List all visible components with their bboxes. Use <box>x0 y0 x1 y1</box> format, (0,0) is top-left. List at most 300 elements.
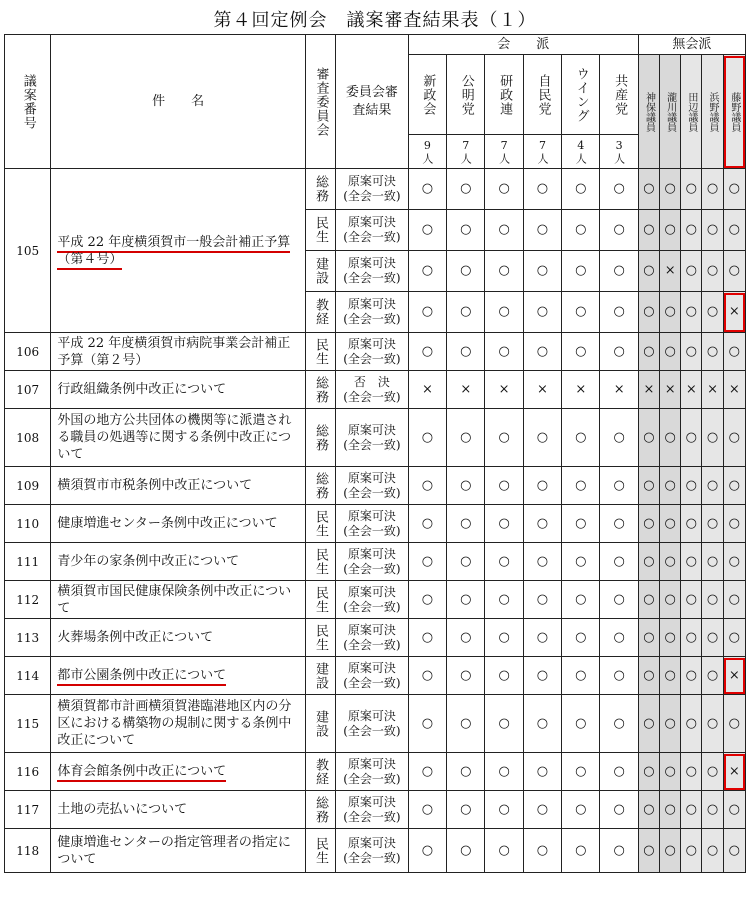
independent-vote: ○ <box>660 695 681 753</box>
bill-subject: 横須賀市市税条例中改正について <box>51 467 305 505</box>
party-vote: ○ <box>523 409 561 467</box>
header-result: 委員会審査結果 <box>336 35 409 169</box>
party-vote: ○ <box>562 829 600 873</box>
party-vote: ○ <box>600 292 638 333</box>
result-text: 否 決 <box>353 374 390 389</box>
independent-vote: ○ <box>723 829 745 873</box>
party-vote: ○ <box>447 169 485 210</box>
table-row <box>5 467 746 505</box>
result-note: (全会一致) <box>343 809 401 824</box>
header-kaiha: 会 派 <box>408 35 638 55</box>
header-committee: 審査委員会 <box>305 35 335 169</box>
party-vote: ○ <box>485 467 523 505</box>
independent-vote: ○ <box>660 292 681 333</box>
independent-name: 藤野議員 <box>723 55 745 169</box>
independent-vote: ○ <box>660 169 681 210</box>
independent-vote: × <box>660 251 681 292</box>
result-cell <box>336 695 409 753</box>
party-vote: ○ <box>408 505 446 543</box>
party-vote: ○ <box>485 333 523 371</box>
independent-vote: ○ <box>702 657 723 695</box>
result-text: 原案可決 <box>347 794 396 809</box>
independent-vote: ○ <box>638 467 659 505</box>
independent-vote: ○ <box>638 543 659 581</box>
result-text: 原案可決 <box>347 215 396 229</box>
independent-vote: ○ <box>660 791 681 829</box>
table-row <box>5 619 746 657</box>
result-text: 原案可決 <box>347 584 396 599</box>
bill-number: 105 <box>5 169 51 333</box>
result-cell <box>336 169 409 210</box>
independent-vote: ○ <box>702 409 723 467</box>
party-name: ウイング <box>562 55 600 135</box>
party-vote: ○ <box>523 467 561 505</box>
party-vote: ○ <box>447 292 485 333</box>
party-vote: ○ <box>408 791 446 829</box>
result-note: (全会一致) <box>343 351 401 366</box>
result-note: (全会一致) <box>343 485 401 500</box>
result-cell <box>336 467 409 505</box>
result-note: (全会一致) <box>343 271 401 285</box>
party-vote: ○ <box>523 543 561 581</box>
independent-vote: ○ <box>702 251 723 292</box>
independent-vote: ○ <box>723 251 745 292</box>
bill-subject: 体育会館条例中改正について <box>51 753 305 791</box>
independent-vote: ○ <box>681 695 702 753</box>
committee-cell: 総務 <box>305 409 335 467</box>
party-vote: ○ <box>447 829 485 873</box>
table-row <box>5 543 746 581</box>
table-row <box>5 753 746 791</box>
result-note: (全会一致) <box>343 561 401 576</box>
bill-number: 112 <box>5 581 51 619</box>
party-name: 研政連 <box>485 55 523 135</box>
party-vote: × <box>600 371 638 409</box>
result-note: (全会一致) <box>343 850 401 865</box>
independent-vote: ○ <box>681 333 702 371</box>
result-cell <box>336 791 409 829</box>
independent-vote: ○ <box>660 543 681 581</box>
result-cell <box>336 829 409 873</box>
independent-vote: ○ <box>723 695 745 753</box>
independent-vote: ○ <box>702 210 723 251</box>
party-vote: ○ <box>523 581 561 619</box>
party-vote: ○ <box>523 695 561 753</box>
table-row <box>5 333 746 371</box>
independent-vote: ○ <box>660 333 681 371</box>
bill-subject: 火葬場条例中改正について <box>51 619 305 657</box>
result-note: (全会一致) <box>343 523 401 538</box>
result-note: (全会一致) <box>343 637 401 652</box>
committee-cell: 民生 <box>305 210 335 251</box>
party-vote: ○ <box>447 791 485 829</box>
party-vote: ○ <box>523 791 561 829</box>
party-vote: ○ <box>447 657 485 695</box>
independent-vote: ○ <box>723 169 745 210</box>
result-text: 原案可決 <box>347 174 396 188</box>
result-text: 原案可決 <box>347 546 396 561</box>
party-name: 共産党 <box>600 55 638 135</box>
independent-vote: ○ <box>702 619 723 657</box>
party-vote: ○ <box>485 292 523 333</box>
party-vote: ○ <box>408 753 446 791</box>
party-seats: 7人 <box>523 135 561 169</box>
party-vote: ○ <box>523 505 561 543</box>
party-vote: ○ <box>447 210 485 251</box>
independent-name: 浜野議員 <box>702 55 723 169</box>
independent-vote: ○ <box>723 543 745 581</box>
independent-vote: ○ <box>638 210 659 251</box>
independent-vote: ○ <box>638 657 659 695</box>
party-vote: ○ <box>408 695 446 753</box>
independent-vote: ○ <box>638 409 659 467</box>
result-cell <box>336 505 409 543</box>
bill-subject: 土地の売払いについて <box>51 791 305 829</box>
party-vote: ○ <box>485 210 523 251</box>
party-vote: ○ <box>523 333 561 371</box>
party-vote: ○ <box>447 543 485 581</box>
table-row <box>5 657 746 695</box>
party-vote: ○ <box>408 409 446 467</box>
independent-vote: ○ <box>723 791 745 829</box>
party-vote: ○ <box>447 619 485 657</box>
committee-cell: 教経 <box>305 292 335 333</box>
independent-vote: ○ <box>681 829 702 873</box>
independent-vote: × <box>723 371 745 409</box>
result-note: (全会一致) <box>343 437 401 452</box>
independent-vote: ○ <box>702 695 723 753</box>
party-vote: ○ <box>523 753 561 791</box>
table-row <box>5 695 746 753</box>
independent-vote: ○ <box>723 210 745 251</box>
bill-number: 113 <box>5 619 51 657</box>
header-bill-no: 議案番号 <box>5 35 51 169</box>
party-vote: ○ <box>600 251 638 292</box>
bill-subject: 外国の地方公共団体の機関等に派遣される職員の処遇等に関する条例中改正について <box>51 409 305 467</box>
independent-vote: ○ <box>723 581 745 619</box>
party-vote: ○ <box>408 619 446 657</box>
party-vote: × <box>408 371 446 409</box>
party-vote: ○ <box>485 791 523 829</box>
party-vote: ○ <box>485 657 523 695</box>
independent-vote: ○ <box>638 292 659 333</box>
independent-vote: ○ <box>702 169 723 210</box>
result-note: (全会一致) <box>343 771 401 786</box>
party-vote: ○ <box>562 169 600 210</box>
independent-vote: ○ <box>723 505 745 543</box>
independent-vote: ○ <box>638 753 659 791</box>
party-vote: ○ <box>562 657 600 695</box>
party-vote: ○ <box>408 829 446 873</box>
party-vote: ○ <box>408 467 446 505</box>
bill-subject: 平成 22 年度横須賀市病院事業会計補正予算（第２号） <box>51 333 305 371</box>
party-vote: ○ <box>408 169 446 210</box>
party-vote: ○ <box>447 753 485 791</box>
party-vote: × <box>523 371 561 409</box>
independent-vote: ○ <box>681 581 702 619</box>
result-text: 原案可決 <box>347 470 396 485</box>
independent-vote: ○ <box>681 169 702 210</box>
table-row <box>5 505 746 543</box>
party-vote: ○ <box>562 619 600 657</box>
independent-vote: ○ <box>638 333 659 371</box>
bill-subject: 健康増進センター条例中改正について <box>51 505 305 543</box>
table-row <box>5 169 746 210</box>
party-vote: ○ <box>523 169 561 210</box>
party-vote: ○ <box>562 791 600 829</box>
party-vote: ○ <box>408 543 446 581</box>
independent-vote: × <box>638 371 659 409</box>
party-vote: × <box>562 371 600 409</box>
committee-cell: 教経 <box>305 753 335 791</box>
party-seats: 4人 <box>562 135 600 169</box>
bill-number: 106 <box>5 333 51 371</box>
party-vote: ○ <box>562 581 600 619</box>
independent-vote: ○ <box>681 505 702 543</box>
party-vote: ○ <box>447 467 485 505</box>
bill-number: 111 <box>5 543 51 581</box>
party-vote: ○ <box>447 333 485 371</box>
committee-cell: 総務 <box>305 169 335 210</box>
bill-subject: 健康増進センターの指定管理者の指定について <box>51 829 305 873</box>
result-cell <box>336 251 409 292</box>
party-vote: ○ <box>485 695 523 753</box>
independent-vote: ○ <box>681 753 702 791</box>
independent-vote: ○ <box>660 467 681 505</box>
bill-subject: 都市公園条例中改正について <box>51 657 305 695</box>
party-name: 公明党 <box>447 55 485 135</box>
independent-vote: ○ <box>638 581 659 619</box>
committee-cell: 民生 <box>305 505 335 543</box>
result-cell <box>336 619 409 657</box>
party-vote: ○ <box>562 753 600 791</box>
independent-vote: × <box>681 371 702 409</box>
committee-cell: 建設 <box>305 251 335 292</box>
party-vote: ○ <box>600 753 638 791</box>
party-vote: ○ <box>408 292 446 333</box>
independent-vote: ○ <box>660 581 681 619</box>
party-vote: ○ <box>447 409 485 467</box>
bill-subject: 横須賀都市計画横須賀港臨港地区内の分区における構築物の規制に関する条例中改正について <box>51 695 305 753</box>
party-vote: ○ <box>600 619 638 657</box>
results-table <box>4 34 746 873</box>
party-vote: ○ <box>562 467 600 505</box>
bill-number: 118 <box>5 829 51 873</box>
committee-cell: 民生 <box>305 619 335 657</box>
result-cell <box>336 409 409 467</box>
bill-number: 109 <box>5 467 51 505</box>
bill-subject: 横須賀市国民健康保険条例中改正について <box>51 581 305 619</box>
bill-number: 110 <box>5 505 51 543</box>
party-vote: ○ <box>485 829 523 873</box>
independent-vote: ○ <box>638 169 659 210</box>
party-vote: ○ <box>523 292 561 333</box>
result-note: (全会一致) <box>343 389 401 404</box>
committee-cell: 民生 <box>305 829 335 873</box>
independent-vote: ○ <box>638 829 659 873</box>
party-vote: ○ <box>408 333 446 371</box>
committee-cell: 民生 <box>305 581 335 619</box>
header-mukaiha: 無会派 <box>638 35 745 55</box>
independent-vote: ○ <box>660 505 681 543</box>
result-text: 原案可決 <box>347 422 396 437</box>
independent-vote: ○ <box>723 467 745 505</box>
party-vote: ○ <box>600 543 638 581</box>
party-seats: 7人 <box>447 135 485 169</box>
party-vote: ○ <box>600 333 638 371</box>
independent-vote: ○ <box>723 619 745 657</box>
party-vote: ○ <box>600 409 638 467</box>
party-vote: ○ <box>447 581 485 619</box>
party-vote: ○ <box>485 169 523 210</box>
result-text: 原案可決 <box>347 297 396 311</box>
party-vote: ○ <box>562 292 600 333</box>
result-cell <box>336 292 409 333</box>
independent-vote: ○ <box>702 791 723 829</box>
party-vote: ○ <box>523 251 561 292</box>
result-text: 原案可決 <box>347 508 396 523</box>
independent-vote: × <box>723 292 745 333</box>
party-seats: 9人 <box>408 135 446 169</box>
independent-name: 田辺議員 <box>681 55 702 169</box>
party-vote: ○ <box>562 543 600 581</box>
result-cell <box>336 657 409 695</box>
independent-vote: ○ <box>660 657 681 695</box>
result-cell <box>336 753 409 791</box>
independent-name: 神保議員 <box>638 55 659 169</box>
result-note: (全会一致) <box>343 675 401 690</box>
party-vote: ○ <box>523 619 561 657</box>
party-vote: ○ <box>600 657 638 695</box>
independent-vote: ○ <box>702 467 723 505</box>
party-vote: ○ <box>562 333 600 371</box>
bill-number: 115 <box>5 695 51 753</box>
party-vote: ○ <box>485 251 523 292</box>
party-vote: ○ <box>523 210 561 251</box>
independent-vote: ○ <box>638 505 659 543</box>
independent-vote: ○ <box>660 753 681 791</box>
table-row <box>5 581 746 619</box>
party-vote: ○ <box>485 619 523 657</box>
party-vote: × <box>447 371 485 409</box>
independent-vote: ○ <box>681 467 702 505</box>
party-vote: ○ <box>600 695 638 753</box>
result-text: 原案可決 <box>347 660 396 675</box>
bill-subject: 平成 22 年度横須賀市一般会計補正予算（第４号） <box>51 169 305 333</box>
party-vote: ○ <box>485 753 523 791</box>
party-vote: ○ <box>600 467 638 505</box>
party-vote: ○ <box>600 829 638 873</box>
independent-vote: ○ <box>638 251 659 292</box>
independent-vote: ○ <box>702 753 723 791</box>
party-vote: ○ <box>485 505 523 543</box>
result-text: 原案可決 <box>347 708 396 723</box>
table-row <box>5 829 746 873</box>
committee-cell: 民生 <box>305 543 335 581</box>
committee-cell: 総務 <box>305 467 335 505</box>
result-note: (全会一致) <box>343 723 401 738</box>
result-text: 原案可決 <box>347 835 396 850</box>
independent-vote: ○ <box>660 409 681 467</box>
party-vote: ○ <box>523 829 561 873</box>
independent-vote: × <box>660 371 681 409</box>
independent-vote: ○ <box>702 829 723 873</box>
independent-vote: ○ <box>681 791 702 829</box>
party-vote: ○ <box>562 210 600 251</box>
bill-number: 116 <box>5 753 51 791</box>
bill-number: 108 <box>5 409 51 467</box>
independent-vote: ○ <box>702 505 723 543</box>
independent-name: 瀧川議員 <box>660 55 681 169</box>
party-vote: ○ <box>408 210 446 251</box>
independent-vote: ○ <box>681 292 702 333</box>
party-name: 自民党 <box>523 55 561 135</box>
page-title: 第４回定例会 議案審査結果表（１） <box>213 10 537 31</box>
independent-vote: ○ <box>681 409 702 467</box>
independent-vote: ○ <box>638 619 659 657</box>
independent-vote: ○ <box>702 292 723 333</box>
party-vote: ○ <box>600 169 638 210</box>
committee-cell: 建設 <box>305 695 335 753</box>
party-seats: 7人 <box>485 135 523 169</box>
independent-vote: ○ <box>681 657 702 695</box>
party-vote: ○ <box>408 251 446 292</box>
result-note: (全会一致) <box>343 230 401 244</box>
table-row <box>5 409 746 467</box>
independent-vote: ○ <box>681 543 702 581</box>
result-cell <box>336 543 409 581</box>
party-vote: ○ <box>485 581 523 619</box>
party-vote: ○ <box>562 251 600 292</box>
bill-subject: 青少年の家条例中改正について <box>51 543 305 581</box>
party-vote: × <box>485 371 523 409</box>
independent-vote: ○ <box>702 333 723 371</box>
independent-vote: × <box>723 753 745 791</box>
independent-vote: ○ <box>702 543 723 581</box>
independent-vote: ○ <box>723 409 745 467</box>
independent-vote: ○ <box>638 791 659 829</box>
bill-number: 117 <box>5 791 51 829</box>
independent-vote: ○ <box>681 251 702 292</box>
bill-subject: 行政組織条例中改正について <box>51 371 305 409</box>
party-vote: ○ <box>600 791 638 829</box>
result-text: 原案可決 <box>347 256 396 270</box>
independent-vote: ○ <box>660 210 681 251</box>
party-seats: 3人 <box>600 135 638 169</box>
party-vote: ○ <box>408 581 446 619</box>
independent-vote: ○ <box>681 210 702 251</box>
party-vote: ○ <box>562 409 600 467</box>
result-note: (全会一致) <box>343 189 401 203</box>
committee-cell: 総務 <box>305 791 335 829</box>
independent-vote: × <box>702 371 723 409</box>
party-vote: ○ <box>523 657 561 695</box>
bill-number: 114 <box>5 657 51 695</box>
result-cell <box>336 210 409 251</box>
party-vote: ○ <box>485 409 523 467</box>
result-text: 原案可決 <box>347 622 396 637</box>
party-vote: ○ <box>485 543 523 581</box>
party-name: 新政会 <box>408 55 446 135</box>
committee-cell: 建設 <box>305 657 335 695</box>
party-vote: ○ <box>600 210 638 251</box>
independent-vote: ○ <box>660 829 681 873</box>
independent-vote: × <box>723 657 745 695</box>
party-vote: ○ <box>447 505 485 543</box>
result-text: 原案可決 <box>347 756 396 771</box>
party-vote: ○ <box>408 657 446 695</box>
table-row <box>5 371 746 409</box>
